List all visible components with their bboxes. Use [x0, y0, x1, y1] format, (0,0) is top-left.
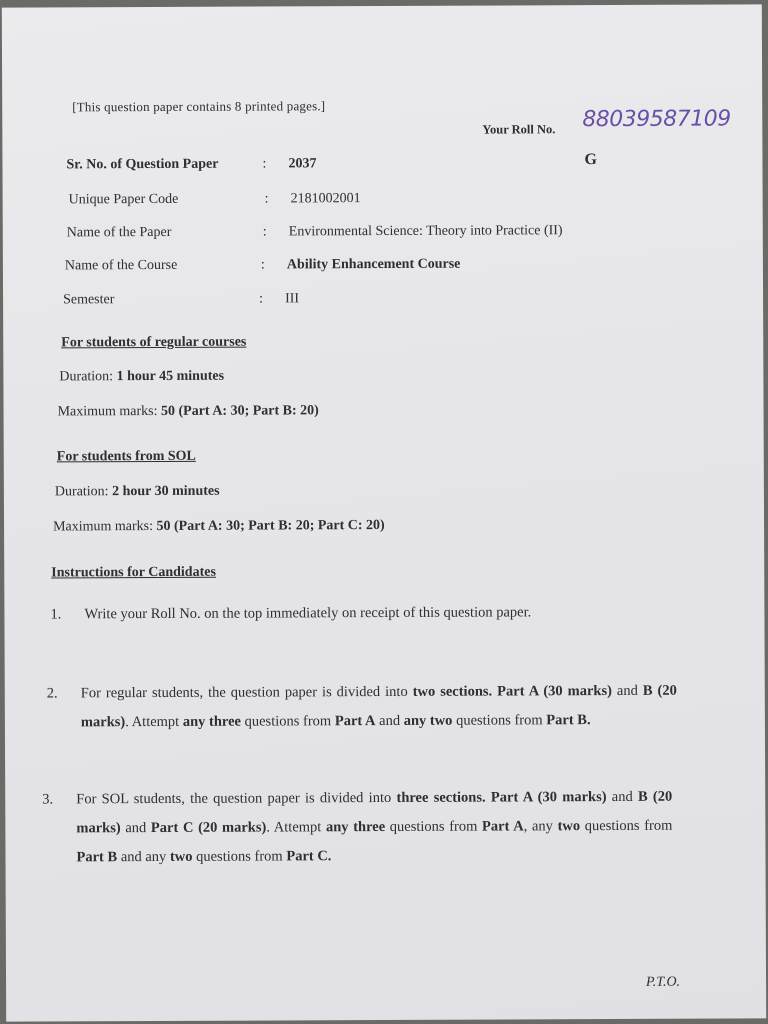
duration-label: Duration: [59, 369, 114, 385]
instruction-segment-bold: Part A [481, 818, 524, 835]
marks-label: Maximum marks: [53, 519, 154, 535]
instruction-item [50, 598, 690, 661]
instruction-segment: . Attempt [266, 819, 326, 836]
instruction-segment: For regular students, the question paper is divided into [80, 683, 413, 702]
instruction-segment-bold: Part B. [546, 712, 591, 729]
instruction-segment-bold: two sections. [412, 683, 493, 700]
instructions-heading: Instructions for Candidates [51, 564, 216, 581]
instruction-segment: and [606, 788, 639, 806]
detail-colon: : [264, 191, 269, 207]
detail-label: Sr. No. of Question Paper [66, 156, 219, 173]
instruction-segment: and any [117, 848, 170, 866]
instruction-segment-bold: Part A (30 marks) [497, 683, 612, 700]
detail-value: Ability Enhancement Course [286, 256, 461, 273]
duration-value: 2 hour 30 minutes [112, 483, 220, 500]
paper-set-code: G [584, 151, 597, 169]
detail-colon: : [262, 156, 267, 172]
instruction-segment-bold: B (20 marks) [80, 682, 677, 731]
sol-duration [55, 484, 220, 501]
instruction-segment: and [375, 712, 404, 730]
marks-value: 50 (Part A: 30; Part B: 20) [160, 403, 319, 419]
instruction-segment-bold: any two [403, 712, 453, 729]
instruction-segment: and [611, 682, 643, 700]
sol-maximum-marks [53, 518, 385, 535]
instruction-segment-bold: three sections. [396, 789, 486, 806]
detail-value: 2037 [288, 156, 317, 172]
instruction-segment-bold: Part C (20 marks) [150, 819, 267, 837]
marks-label: Maximum marks: [57, 403, 158, 420]
instruction-segment-bold: two [557, 818, 581, 835]
roll-number-handwritten: 88039587109 [582, 106, 731, 133]
instruction-segment: questions from [580, 817, 673, 835]
detail-value: Environmental Science: Theory into Practice (II) [288, 223, 563, 240]
instruction-segment: questions from [192, 848, 287, 865]
detail-colon: : [260, 257, 265, 273]
instruction-segment: questions from [240, 713, 335, 730]
detail-row-paper-name [67, 222, 766, 247]
instruction-text [76, 783, 672, 873]
instruction-segment: questions from [385, 818, 483, 835]
instruction-number: 2. [46, 685, 58, 702]
instruction-text [84, 598, 680, 630]
detail-row-semester [63, 289, 763, 314]
instruction-number: 1. [50, 606, 62, 623]
detail-value: III [285, 291, 300, 307]
instruction-number: 3. [42, 791, 54, 808]
detail-row-course-name [65, 255, 765, 280]
question-paper-page [2, 4, 766, 1021]
instruction-segment: Write your Roll No. on the top immediately on receipt of this question paper. [84, 604, 532, 623]
regular-students-heading: For students of regular courses [61, 334, 247, 351]
instruction-text [81, 677, 677, 738]
duration-value: 1 hour 45 minutes [116, 368, 225, 385]
duration-label: Duration: [54, 484, 109, 500]
roll-number-label: Your Roll No. [482, 122, 556, 137]
instruction-segment: . Attempt [125, 713, 183, 731]
regular-duration [59, 369, 224, 386]
instruction-segment-bold: B (20 marks) [76, 788, 673, 837]
detail-value: 2181002001 [290, 191, 361, 207]
instruction-segment: and [120, 820, 151, 837]
instruction-segment-bold: any three [325, 818, 386, 836]
please-turn-over: P.T.O. [645, 974, 681, 990]
instruction-item [42, 783, 683, 906]
detail-label: Name of the Paper [66, 224, 172, 241]
detail-label: Name of the Course [64, 257, 178, 274]
instruction-segment-bold: Part A [334, 713, 376, 730]
printed-pages-note: [This question paper contains 8 printed pages.] [72, 98, 326, 115]
regular-maximum-marks [58, 403, 319, 420]
detail-label: Unique Paper Code [68, 191, 179, 208]
instruction-segment: For SOL students, the question paper is divided into [76, 789, 397, 808]
instruction-segment-bold: two [169, 848, 193, 865]
sol-students-heading: For students from SOL [56, 448, 196, 465]
instruction-segment-bold: any three [182, 713, 242, 730]
instruction-item [47, 677, 687, 770]
detail-colon: : [259, 291, 263, 307]
instruction-segment: , any [523, 818, 558, 835]
instruction-segment-bold: Part C. [286, 848, 332, 865]
instruction-segment-bold: Part A (30 marks) [490, 789, 607, 806]
instruction-segment-bold: Part B [76, 849, 118, 866]
detail-row-serial-number [66, 154, 766, 179]
detail-colon: : [262, 224, 267, 240]
detail-label: Semester [63, 292, 115, 308]
instruction-segment: questions from [452, 712, 547, 729]
marks-value: 50 (Part A: 30; Part B: 20; Part C: 20) [156, 517, 385, 534]
detail-row-paper-code [69, 189, 767, 214]
